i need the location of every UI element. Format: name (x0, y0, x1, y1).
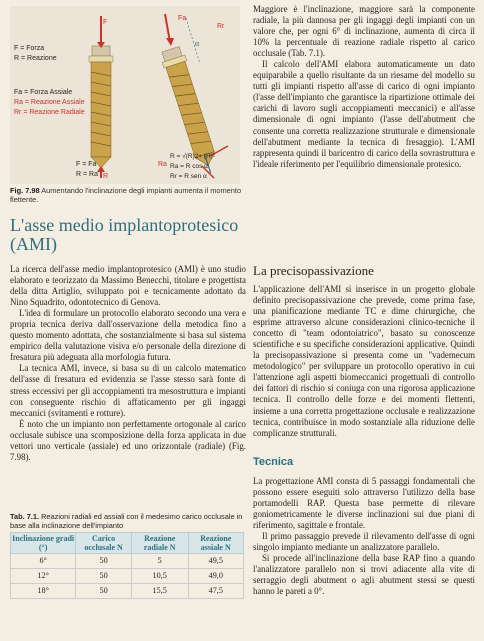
legend-top-2: R = Reazione (14, 55, 57, 62)
label-fa: Fa (178, 15, 187, 22)
legend-mid-1: Fa = Forza Assiale (14, 89, 73, 96)
table-cell: 47,5 (188, 584, 243, 599)
figure-caption-text: Aumentando l'inclinazione degli impianti aumenta il momento flettente. (10, 186, 242, 204)
table-cell: 50 (76, 584, 132, 599)
reaction-table (10, 532, 244, 599)
table-header: Reazione radiale N (131, 533, 188, 554)
paragraph: Il primo passaggio prevede il rilevamento dell'asse di ogni singolo impianto mediante un analizzatore parallelo. (253, 531, 475, 553)
label-rr: Rr (217, 23, 225, 30)
right-mid-body (253, 284, 475, 439)
label-f: F (103, 19, 108, 26)
label-ra: Ra (158, 161, 167, 168)
paragraph: Si procede all'inclinazione della base RAP fino a quando l'analizzatore parallelo non si trovi adiacente alla vite di serraggio degli abutment o agli abutment stessi se questi hanno le pareti a 0°. (253, 553, 475, 597)
table-header: Reazione assiale N (188, 533, 243, 554)
section-title-ami: L'asse medio implantoprotesico (AMI) (10, 215, 239, 254)
table-cell: 5 (131, 554, 188, 569)
label-r: R (103, 173, 109, 180)
left-body (10, 264, 246, 463)
figure-caption-label: Fig. 7.98 (10, 186, 40, 195)
table-cell: 50 (76, 569, 132, 584)
legend-mid-2: Ra = Reazione Assiale (14, 99, 85, 106)
paragraph: La ricerca dell'asse medio implantoprotesico (AMI) è uno studio elaborato e teorizzato da Massimo Benecchi, titolare e progettista della ditta Artiglio, sviluppato poi e tecnicamente adottato da Nino Squadrito, odontotecnico di Genova. (10, 264, 246, 308)
legend-bottom-1: F = Fa (76, 161, 97, 168)
table-caption-text: Reazioni radiali ed assiali con il medesimo carico occlusale in base alla inclinazione dell'impianto (10, 512, 243, 530)
table-header: Carico occlusale N (76, 533, 132, 554)
table-row (11, 554, 244, 569)
formula-1: R = √(R)2+ (R)² (170, 153, 216, 160)
table-caption-label: Tab. 7.1. (10, 512, 40, 521)
table-cell: 6° (11, 554, 76, 569)
right-bottom-body (253, 476, 475, 598)
figure-7-98 (10, 6, 240, 184)
table-cell: 49,0 (188, 569, 243, 584)
formula-2: Ra = R cos α (170, 163, 208, 170)
paragraph: Il calcolo dell'AMI elabora automaticamente un dato equiparabile a quello risultante da un riesame del modello su tutti gli impianti rispetto all'asse di carico di ogni impianto (l'asse dell'impianto che garantisce la ripartizione ottimale dei carichi di lavoro sugli accoppiamenti meccanici) e all'asse dimensionale di ogni impianto (l'asse dell'abutment che consente una corretta realizzazione strutturale e dimensionale dell'abutment mediante la tecnica di fresaggio). L'AMI rappresenta quindi il baricentro di carico della sovrastruttura e l'ideale riferimento per l'equilibrio dimensionale protesico. (253, 59, 475, 169)
paragraph: È noto che un impianto non perfettamente ortogonale al carico occlusale subisce una scomposizione della forza applicata in due vettori uno verticale (assiale) ed uno orizzontale (radiale) (Fig. 7.98). (10, 418, 246, 462)
force-diagram (10, 6, 240, 184)
table-caption (10, 512, 246, 530)
paragraph: La tecnica AMI, invece, si basa su di un calcolo matematico dell'asse di fresatura ed evidenzia se l'asse stesso sarà fonte di stress eccessivi per gli accoppiamenti tra mesostruttura e impianti con conseguente rischio di affaticamento per gli ingaggi meccanici (svitamenti e rotture). (10, 363, 246, 418)
vertical-implant (89, 16, 113, 178)
paragraph: Maggiore è l'inclinazione, maggiore sarà la componente radiale, la più dannosa per gli ingaggi degli impianti con un valore che, per ogni 6° di inclinazione, aumenta di circa il 10% la percentuale di reazione radiale rispetto al carico occlusale (Tab. 7.1). (253, 4, 475, 59)
paragraph: L'idea di formulare un protocollo elaborato secondo una vera e propria tecnica deriva dall'osservazione della metodica fino a questo momento adottata, che sostanzialmente si basa sul sistema empirico della valutazione visiva e/o personale della direzione di fresatura più adeguata alla morfologia futura. (10, 308, 246, 363)
legend-mid-3: Rr = Reazione Radiale (14, 109, 85, 116)
force-arrow (165, 14, 170, 42)
table-cell: 49,5 (188, 554, 243, 569)
figure-caption (10, 186, 246, 204)
paragraph: L'applicazione dell'AMI si inserisce in un progetto globale definito precisopassivazione che prevede, come prima fase, una pianificazione mediante TC e dime chirurgiche, che esprime attraverso alcune considerazioni clinico-tecniche il concetto di "team odontoiatrico", basato su conoscenze scientifiche e su specifiche considerazioni applicative. Quindi la precisopassivazione si presenta come un "vademecum metodologico" per sviluppare un protocollo operativo in cui l'attenzione agli aspetti biomeccanici progettuali di controllo dei fattori di rischio si coniuga con una rigorosa applicazione tecnica. Il controllo delle forze e dei momenti flettenti, insieme a una corretta progettazione occlusale e realizzazione tecnica, contribuisce in modo sostanziale alla riduzione delle complicanze strutturali. (253, 284, 475, 438)
table-cell: 15,5 (131, 584, 188, 599)
label-alpha: α (195, 39, 200, 48)
table-row (11, 569, 244, 584)
legend-bottom-2: R = Ra (76, 171, 98, 178)
section-title-tecnica: Tecnica (253, 456, 294, 468)
table-row (11, 584, 244, 599)
legend-top-1: F = Forza (14, 45, 45, 52)
paragraph: La progettazione AMI consta di 5 passaggi fondamentali che possono essere eseguiti solo attraverso l'utilizzo della base portamodelli RAP. Questa base permette di rilevare goniometricamente le diverse inclinazioni sui due piani di riferimento, sagittale e frontale. (253, 476, 475, 531)
section-title-precisopassivazione: La precisopassivazione (253, 263, 374, 278)
formula-3: Rr = R sen α (170, 173, 207, 180)
table-cell: 50 (76, 554, 132, 569)
table-header-row (11, 533, 244, 554)
right-top-body (253, 4, 475, 170)
table-cell: 18° (11, 584, 76, 599)
table-cell: 10,5 (131, 569, 188, 584)
table-cell: 12° (11, 569, 76, 584)
table-header: Inclinazione gradi (°) (12, 534, 75, 552)
